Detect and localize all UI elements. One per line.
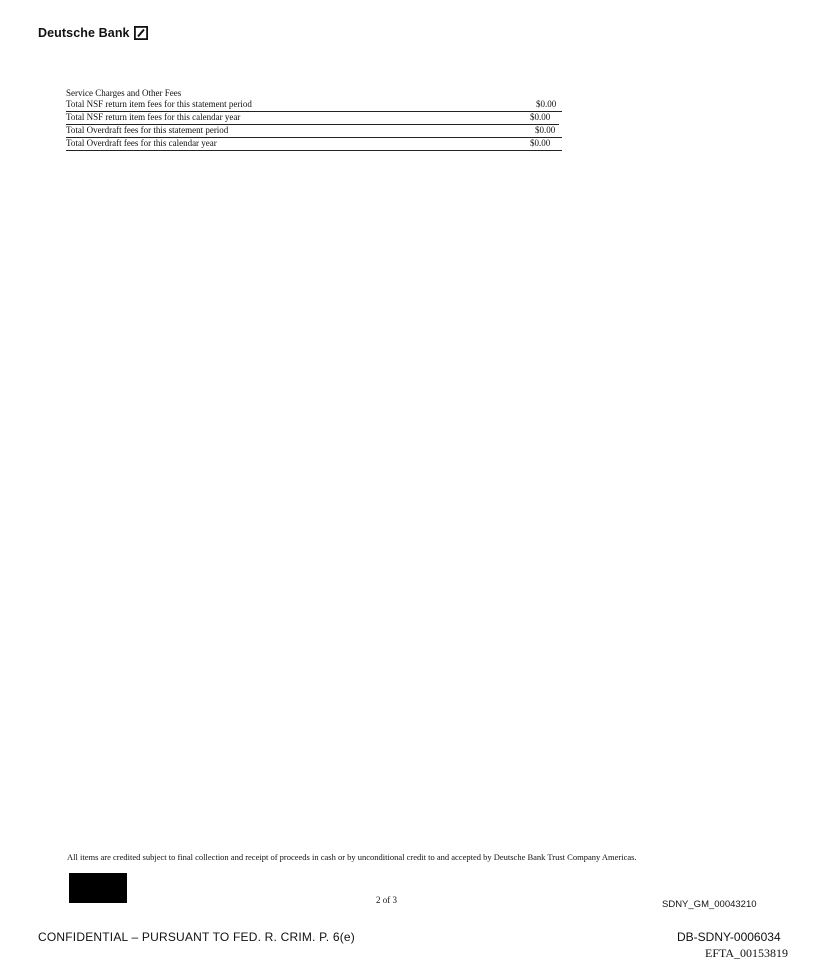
brand-name: Deutsche Bank	[38, 26, 130, 40]
bates-number-db: DB-SDNY-0006034	[677, 930, 781, 944]
bates-number-sdny: SDNY_GM_00043210	[662, 899, 757, 910]
fee-label: Total Overdraft fees for this calendar year	[66, 138, 217, 148]
fee-amount: $0.00	[536, 99, 557, 109]
bates-number-efta: EFTA_00153819	[705, 946, 789, 960]
collection-disclaimer: All items are credited subject to final collection and receipt of proceeds in cash or by unconditional credit to and accepted by Deutsche Bank Trust Company Americas.	[67, 852, 637, 862]
fee-row	[66, 112, 559, 125]
fee-amount: $0.00	[535, 125, 556, 135]
fee-row	[66, 138, 562, 151]
redaction-box	[69, 873, 127, 903]
fee-label: Total NSF return item fees for this calendar year	[66, 112, 241, 122]
service-charges-table	[66, 87, 562, 151]
fee-row	[66, 99, 562, 112]
deutsche-bank-logo-icon	[134, 26, 148, 40]
bank-header	[38, 26, 148, 40]
service-charges-heading: Service Charges and Other Fees	[66, 88, 182, 98]
fee-amount: $0.00	[530, 112, 551, 122]
fee-amount: $0.00	[530, 138, 551, 148]
confidentiality-notice: CONFIDENTIAL – PURSUANT TO FED. R. CRIM. P. 6(e)	[38, 930, 355, 944]
fee-row	[66, 125, 562, 138]
fee-label: Total NSF return item fees for this statement period	[66, 99, 252, 109]
page-number: 2 of 3	[376, 895, 397, 905]
fee-label: Total Overdraft fees for this statement period	[66, 125, 229, 135]
